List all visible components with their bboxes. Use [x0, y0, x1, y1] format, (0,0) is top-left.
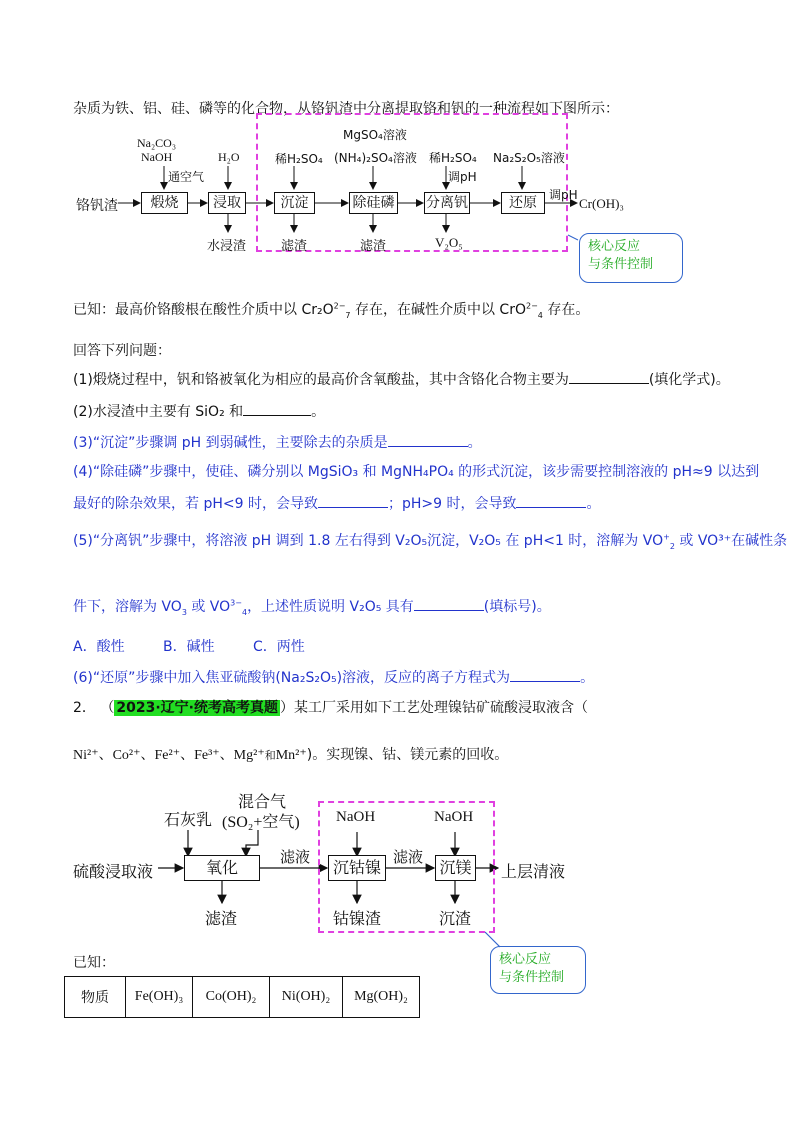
q5-option-a: A．酸性 [73, 639, 125, 655]
callout-2-line2: 与条件控制 [499, 970, 565, 985]
answer-prompt: 回答下列问题： [73, 343, 171, 359]
q5-vo4-sub: 4 [241, 607, 248, 617]
q5-option-c: C．两性 [253, 639, 305, 655]
problem-2-tail: )。实现镍、钴、镁元素的回收。 [306, 747, 509, 763]
table-cell-fe-oh-3: Fe(OH)₃ [126, 977, 193, 1018]
step-precip-mg: 沉镁 [435, 855, 476, 881]
known-cr2o7: Cr₂O [301, 302, 334, 318]
output-v2o5: V₂O₅ [435, 235, 463, 250]
step-separate-v: 分离钒 [424, 192, 470, 214]
reagent-na2s2o5: Na₂S₂O₅溶液 [493, 151, 565, 165]
output-sediment: 沉渣 [439, 909, 472, 928]
problem-2-paren: （ [100, 700, 115, 716]
callout-2-line1: 核心反应 [499, 952, 552, 967]
intro-line: 杂质为铁、铝、硅、磷等的化合物，从铬钒渣中分离提取铬和钒的一种流程如下图所示： [73, 101, 619, 117]
flow2-end: 上层清液 [501, 862, 566, 881]
problem-2-number: 2． [73, 700, 96, 716]
q5-option-b: B．碱性 [163, 639, 215, 655]
reagent-mgso4: MgSO₄溶液 [343, 128, 407, 142]
table-cell-mg-oh-2: Mg(OH)₂ [343, 977, 420, 1018]
step-oxidize: 氧化 [184, 855, 260, 881]
table-cell-ni-oh-2: Ni(OH)₂ [270, 977, 343, 1018]
output-residue-oxidize: 滤渣 [205, 909, 238, 928]
q1-text: (1)煅烧过程中，钒和铬被氧化为相应的最高价含氧酸盐，其中含铬化合物主要为 [73, 372, 569, 388]
step-leach: 浸取 [208, 192, 246, 214]
output-residue-2: 滤渣 [360, 239, 387, 254]
reagent-so2-air: (SO₂+空气) [222, 814, 300, 831]
q5-vo3-sub: 3 [181, 607, 187, 617]
ion-mn: Mn²⁺ [275, 748, 307, 763]
q3-tail: 。 [467, 435, 482, 451]
output-water-residue: 水浸渣 [207, 239, 247, 254]
reagent-na2co3: Na₂CO₃ [137, 136, 177, 150]
reagent-lime-milk: 石灰乳 [164, 810, 213, 829]
q5-vo2-sub: 2 [669, 541, 675, 551]
problem-2-text: ）某工厂采用如下工艺处理镍钴矿硫酸浸取液含（ [279, 700, 588, 716]
reagent-mixed-gas: 混合气 [238, 792, 287, 811]
step-calcine: 煅烧 [141, 192, 188, 214]
reagent-naoh-2: NaOH [434, 809, 474, 825]
properties-table [64, 976, 420, 1018]
q5-text-d: 或 VO [186, 599, 231, 615]
known-cro4: CrO [499, 302, 526, 318]
q3-text: (3)“沉淀”步骤调 pH 到弱碱性，主要除去的杂质是 [73, 435, 388, 451]
q5-text-b: 或 VO³⁺在碱性条 [674, 533, 788, 549]
q4-text-c: 。 [586, 496, 601, 512]
filtrate-label-2: 滤液 [393, 848, 424, 866]
q5-text-e: ，上述性质说明 V₂O₅ 具有 [247, 599, 414, 615]
reagent-dilute-h2so4-1: 稀H₂SO₄ [275, 152, 323, 166]
step-remove-si-p: 除硅磷 [349, 192, 398, 214]
table-cell-header: 物质 [65, 977, 126, 1018]
q2-tail: 。 [311, 404, 326, 420]
table-row [65, 977, 420, 1018]
question-4-line1: (4)“除硅磷”步骤中，使硅、磷分别以 MgSiO₃ 和 MgNH₄PO₄ 的形式沉淀，该步需要控制溶液的 pH≈9 以达到 [73, 464, 760, 480]
table-cell-co-oh-2: Co(OH)₂ [193, 977, 270, 1018]
known-cr2o7-sup: 2− [333, 301, 346, 311]
known-cro4-sup: 2− [525, 301, 538, 311]
reagent-naoh-1: NaOH [336, 809, 376, 825]
reagent-nh4-2so4: (NH₄)₂SO₄溶液 [334, 151, 417, 165]
q4-text-b: ；pH>9 时，会导致 [387, 496, 517, 512]
q4-text-a: 最好的除杂效果，若 pH<9 时，会导致 [73, 496, 318, 512]
ions-list: Ni²⁺、Co²⁺、Fe²⁺、Fe³⁺、Mg²⁺ [73, 748, 265, 763]
known-2: 已知： [73, 955, 115, 971]
step-reduce: 还原 [501, 192, 545, 214]
known-text-a: 已知：最高价铬酸根在酸性介质中以 [73, 302, 297, 318]
callout-1-line2: 与条件控制 [588, 257, 654, 272]
q5-text-f: (填标号)。 [483, 599, 551, 615]
reagent-adjust-ph-1: 调pH [448, 170, 477, 184]
q1-tail: (填化学式)。 [648, 372, 730, 388]
q6-text: (6)“还原”步骤中加入焦亚硫酸钠(Na₂S₂O₅)溶液，反应的离子方程式为 [73, 670, 511, 686]
reagent-naoh: NaOH [141, 150, 173, 164]
known-text-c: 存在，在碱性介质中以 [354, 302, 495, 318]
q5-text-c: 件下，溶解为 VO [73, 599, 182, 615]
q6-tail: 。 [580, 670, 595, 686]
output-co-ni-residue: 钴镍渣 [333, 909, 382, 928]
output-residue-1: 滤渣 [281, 239, 308, 254]
callout-core-2 [490, 946, 586, 994]
known-cr2o7-sub: 7 [345, 310, 351, 320]
flow2-start: 硫酸浸取液 [73, 862, 154, 881]
q2-text: (2)水浸渣中主要有 SiO₂ 和 [73, 404, 244, 420]
filtrate-label-1: 滤液 [280, 848, 311, 866]
step-precipitate: 沉淀 [274, 192, 315, 214]
reagent-adjust-ph-2: 调pH [549, 188, 578, 202]
step-precip-co-ni: 沉钴镍 [328, 855, 386, 881]
flow1-end: Cr(OH)₃ [579, 196, 624, 211]
callout-1-line1: 核心反应 [588, 239, 641, 254]
reagent-h2o: H₂O [218, 150, 240, 164]
ions-and: 和 [264, 750, 276, 762]
q5-vo4-sup: 3− [230, 598, 242, 608]
known-text-e: 存在。 [547, 302, 590, 318]
flow1-start: 铬钒渣 [76, 199, 118, 214]
q5-text-a: (5)“分离钒”步骤中，将溶液 pH 调到 1.8 左右得到 V₂O₅沉淀，V₂O₅ 在 pH<1 时，溶解为 VO [73, 533, 664, 549]
known-cro4-sub: 4 [537, 310, 543, 320]
exam-source-tag[interactable]: 2023·辽宁·统考高考真题 [116, 700, 278, 716]
reagent-dilute-h2so4-2: 稀H₂SO₄ [429, 151, 477, 165]
q5-vo2-sup: + [663, 532, 670, 542]
reagent-air: 通空气 [168, 170, 205, 184]
